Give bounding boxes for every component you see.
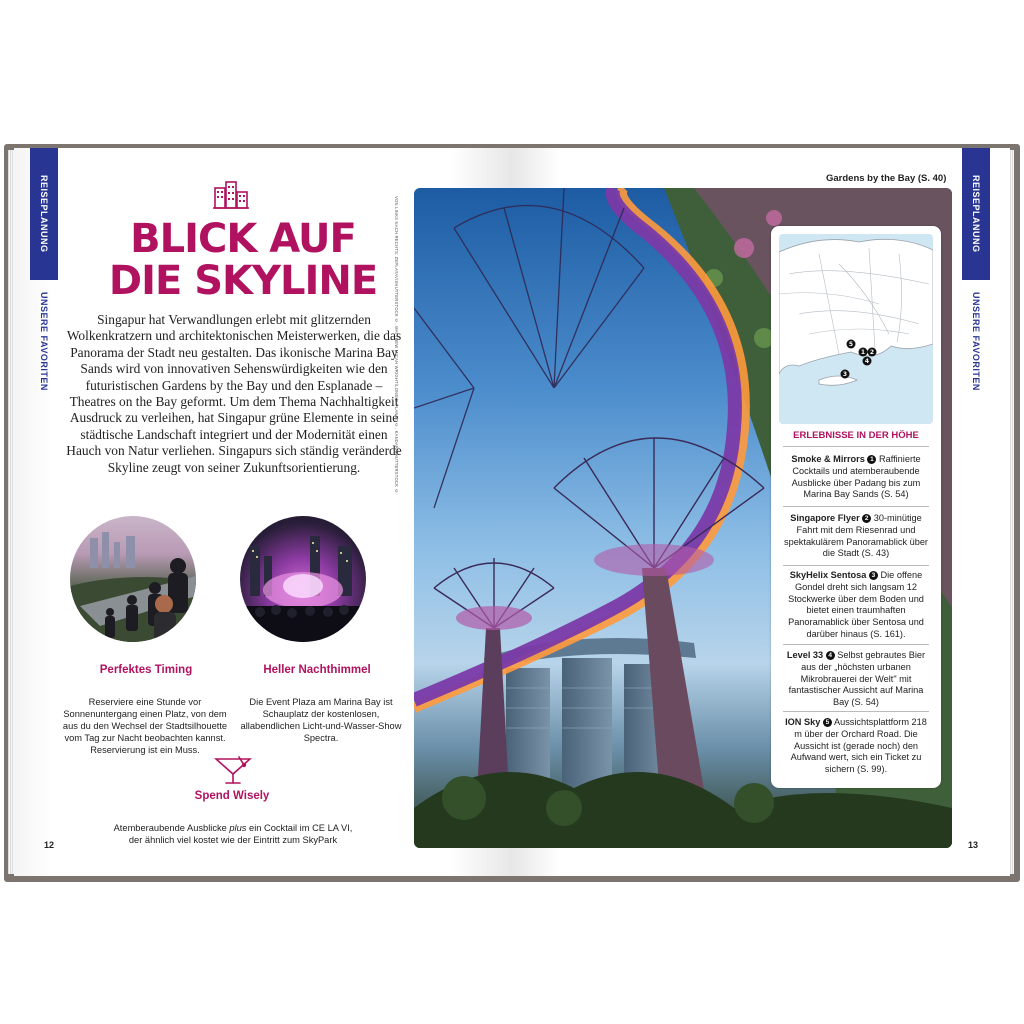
spend-text-pre: Atemberaubende Ausblicke: [113, 823, 230, 833]
entry-text: 30-minütige Fahrt mit dem Riesenrad und spektakulärem Panoramablick über die Stadt (S. 43): [783, 513, 928, 559]
entry-name: Smoke & Mirrors: [791, 454, 865, 464]
map-marker-2: 2: [869, 349, 875, 357]
separator: [783, 644, 929, 645]
side-tab-label: REISEPLANUNG: [39, 175, 49, 253]
photo-caption: Gardens by the Bay (S. 40): [826, 173, 947, 184]
separator: [783, 446, 929, 447]
entry-level-33: [781, 650, 931, 709]
map-marker-5: 5: [848, 341, 854, 349]
entry-name: ION Sky: [785, 717, 821, 727]
spend-wisely-text: [110, 822, 356, 846]
side-tab-favoriten-right: [962, 292, 990, 392]
title-line-1: BLICK AUF: [130, 216, 356, 262]
entry-name: Singapore Flyer: [790, 513, 860, 523]
cocktail-icon: [214, 756, 252, 786]
entry-number: 3: [869, 571, 878, 580]
photo-skypark-illustration: [70, 516, 196, 642]
entry-name: SkyHelix Sentosa: [789, 570, 867, 580]
info-box-erlebnisse: [771, 226, 941, 788]
spend-text-emphasis: plus: [229, 823, 247, 833]
photo-spectra-illustration: [240, 516, 366, 642]
separator: [783, 506, 929, 507]
entry-number: 1: [867, 455, 876, 464]
entry-text: Aussichtsplattform 218 m über der Orchard Road. Die Aussicht ist (gerade noch) den Aufwand wert, sich ein Ticket zu sichern (S. 99).: [790, 717, 927, 775]
entry-number: 2: [862, 514, 871, 523]
side-tab-label: UNSERE FAVORITEN: [39, 292, 49, 391]
entry-text: Raffinierte Cocktails und atemberaubende Ausblicke über Padang bis zum Marina Bay Sands (S. 54): [791, 454, 921, 500]
side-tab-favoriten-left: [30, 292, 58, 392]
entry-number: 5: [823, 718, 832, 727]
side-tab-label: UNSERE FAVORITEN: [971, 292, 981, 391]
spend-text-post: ein Cocktail im CE LA VI, der ähnlich viel kostet wie der Eintritt zum SkyPark: [128, 823, 353, 845]
entry-ion-sky: [781, 717, 931, 776]
entry-number: 4: [826, 651, 835, 660]
map-marker-1: 1: [860, 349, 866, 357]
side-tab-label: REISEPLANUNG: [971, 175, 981, 253]
side-tab-reiseplanung-right: [962, 148, 990, 280]
entry-text: Die offene Gondel dreht sich langsam 12 Stockwerke über dem Boden und bietet einen traumhaften Panoramablick über Sentosa und darüber hinaus (S. 161).: [788, 570, 924, 639]
page-number-left: 12: [44, 840, 55, 850]
entry-name: Level 33: [786, 650, 824, 660]
separator: [783, 711, 929, 712]
photo-skypark-crowd: [70, 516, 196, 642]
entry-singapore-flyer: [781, 513, 931, 560]
tip-title-perfektes-timing: Perfektes Timing: [99, 664, 193, 676]
photo-spectra-show: [240, 516, 366, 642]
box-heading: ERLEBNISSE IN DER HÖHE: [793, 430, 919, 441]
entry-smoke-mirrors: [781, 454, 931, 501]
page-number-right: 13: [968, 840, 979, 850]
intro-paragraph: Singapur hat Verwandlungen erlebt mit glitzernden Wolkenkratzern und architektonischen Meisterwerken, die das Panorama der Stadt neu gestalten. Das ikonische Marina Bay Sands wird von innovativen Sehenswürdigkeiten wie den futuristischen Gardens by the Bay und den Esplanade – Theatres on the Bay geformt. Um dem Thema Nachhaltigkeit Ausdruck zu verleihen, hat Singapur grüne Elemente in seine städtische Landschaft integriert und der Modernität einen Hauch von Natur verliehen. Singapurs sich ständig veränderde Skyline zeugt von seiner Zukunftsorientierung.: [66, 312, 402, 475]
spend-wisely-title: Spend Wisely: [194, 790, 270, 802]
side-tab-reiseplanung-left: [30, 148, 58, 280]
tip-text-heller-nachthimmel: Die Event Plaza am Marina Bay ist Schauplatz der kostenlosen, allabendlichen Licht-und-Wasser-Show Spectra.: [240, 697, 402, 743]
skyline-icon: [212, 180, 250, 210]
map-illustration: [779, 234, 933, 424]
map-marker-4: 4: [864, 358, 870, 366]
title-line-2: DIE SKYLINE: [108, 258, 378, 304]
tip-title-heller-nachthimmel: Heller Nachthimmel: [263, 664, 371, 676]
photo-credit: VON LINKS NACH RECHTS: ZEPLAYAV/SHUTTERSTOCK ©, MATTHEW MICAH WRIGHT/LONELY PLANET ©, KANDAR/SHUTTERSTOCK ©: [394, 196, 399, 494]
tip-text-perfektes-timing: Reserviere eine Stunde vor Sonnenuntergang einen Platz, von dem aus du den Wechsel der Stadtsilhouette vom Tag zur Nacht beobachten kannst. Reservierung ist ein Muss.: [62, 697, 228, 755]
entry-skyhelix-sentosa: [781, 570, 931, 641]
separator: [783, 565, 929, 566]
entry-text: Selbst gebrautes Bier aus der „höchsten urbanen Mikrobrauerei der Welt" mit fantastischer Aussicht auf Marina Bay (S. 54): [788, 650, 926, 708]
singapore-map: [779, 234, 933, 424]
map-marker-3: 3: [842, 371, 848, 379]
page-title: [78, 218, 408, 302]
